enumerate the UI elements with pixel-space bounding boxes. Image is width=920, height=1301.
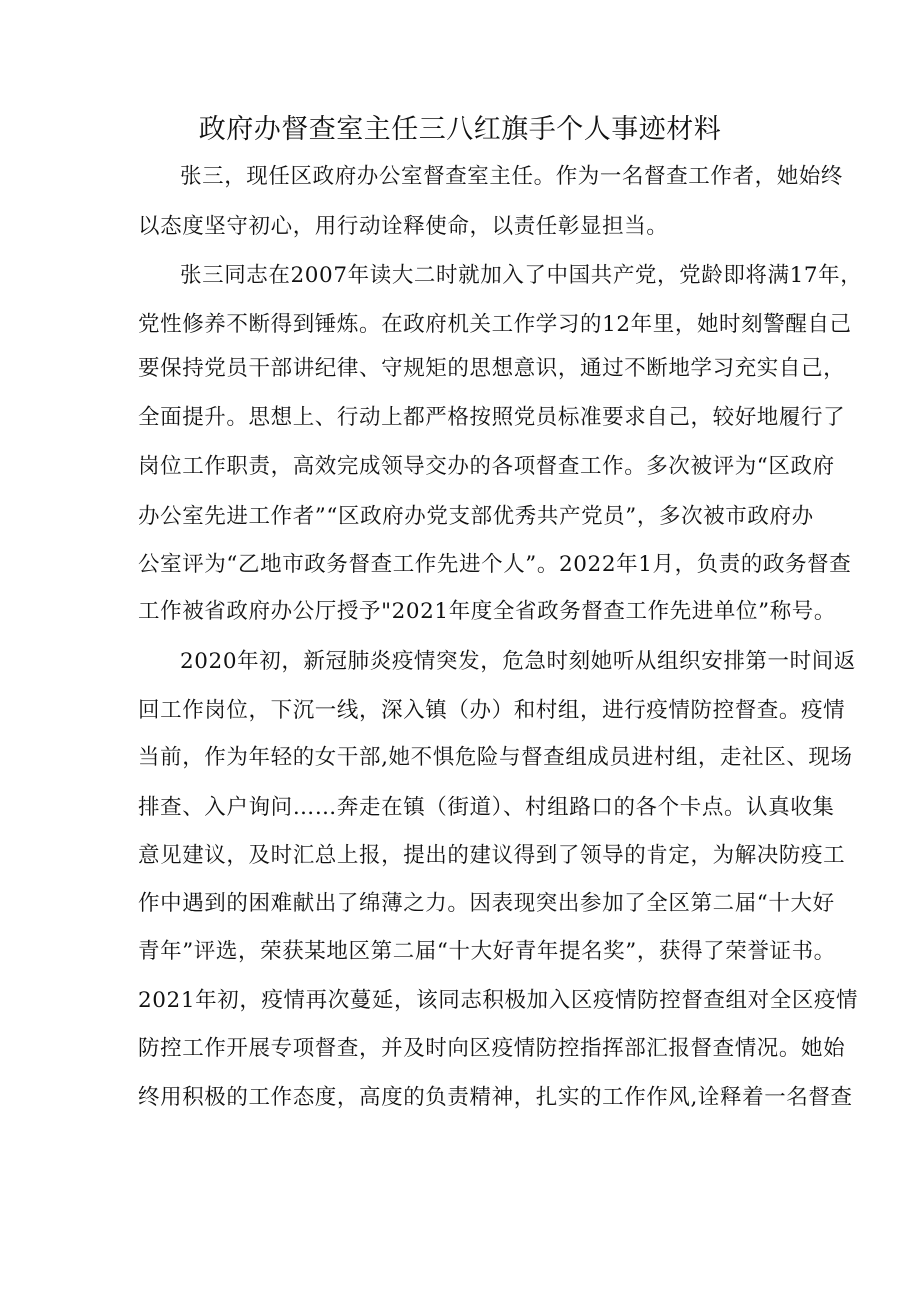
paragraph-line: 终用积极的工作态度，高度的负责精神，扎实的工作作风,诠释着一名督查	[138, 1085, 853, 1110]
paragraph-line: 岗位工作职责，高效完成领导交办的各项督查工作。多次被评为“区政府	[138, 454, 835, 479]
paragraph-line: 全面提升。思想上、行动上都严格按照党员标准要求自己，较好地履行了	[138, 405, 846, 430]
paragraph-line: 张三同志在2007年读大二时就加入了中国共产党，党龄即将满17年，	[180, 263, 863, 288]
paragraph-line: 以态度坚守初心，用行动诠释使命，以责任彰显担当。	[138, 214, 669, 239]
paragraph-line: 要保持党员干部讲纪律、守规矩的思想意识，通过不断地学习充实自己，	[138, 356, 846, 381]
paragraph-line: 2021年初，疫情再次蔓延，该同志积极加入区疫情防控督查组对全区疫情	[138, 988, 859, 1013]
paragraph-line: 青年”评选，荣获某地区第二届“十大好青年提名奖”，获得了荣誉证书。	[138, 939, 836, 964]
paragraph-line: 党性修养不断得到锤炼。在政府机关工作学习的12年里，她时刻警醒自己	[138, 312, 852, 337]
paragraph-line: 回工作岗位，下沉一线，深入镇（办）和村组，进行疫情防控督查。疫情	[138, 698, 846, 723]
paragraph-line: 2020年初，新冠肺炎疫情突发，危急时刻她听从组织安排第一时间返	[180, 649, 856, 674]
paragraph-line: 工作被省政府办公厅授予"2021年度全省政务督查工作先进单位”称号。	[138, 599, 836, 624]
paragraph-line: 排查、入户询问……奔走在镇（街道）、村组路口的各个卡点。认真收集	[138, 795, 835, 820]
paragraph-line: 作中遇到的困难献出了绵薄之力。因表现突出参加了全区第二届“十大好	[138, 891, 835, 916]
paragraph-line: 办公室先进工作者”“区政府办党支部优秀共产党员”，多次被市政府办	[138, 504, 814, 529]
paragraph-line: 当前，作为年轻的女干部,她不惧危险与督查组成员进村组，走社区、现场	[138, 745, 853, 770]
paragraph-line: 公室评为“乙地市政务督查工作先进个人”。2022年1月，负责的政务督查	[138, 552, 852, 577]
document-title: 政府办督查室主任三八红旗手个人事迹材料	[198, 114, 722, 145]
paragraph-line: 防控工作开展专项督查，并及时向区疫情防控指挥部汇报督查情况。她始	[138, 1036, 846, 1061]
paragraph-line: 张三，现任区政府办公室督查室主任。作为一名督查工作者，她始终	[180, 164, 844, 189]
paragraph-line: 意见建议，及时汇总上报，提出的建议得到了领导的肯定，为解决防疫工	[138, 843, 846, 868]
